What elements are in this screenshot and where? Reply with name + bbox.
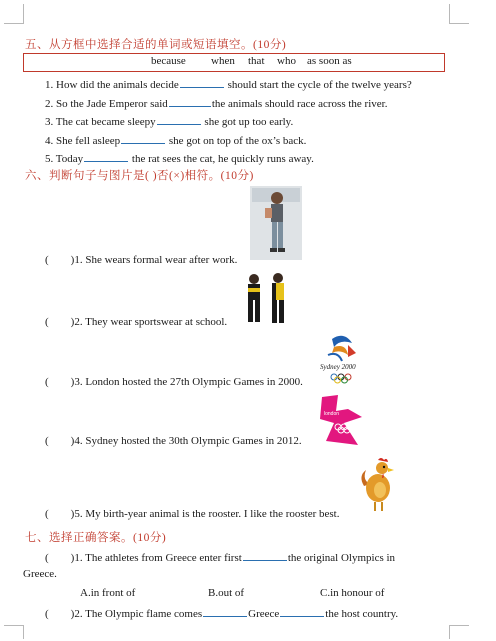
- sydney-2000-logo: [318, 333, 366, 387]
- s5-question-2: 2. So the Jade Emperor said the animals should race across the river.: [45, 95, 387, 111]
- word-bank-word: when: [211, 55, 235, 67]
- answer-blank[interactable]: [169, 95, 211, 107]
- section-6-title: 六、判断句子与图片是( )否(×)相符。(10分): [25, 170, 254, 182]
- corner-mark-bl-h: [4, 625, 24, 626]
- word-bank-word: because: [151, 55, 186, 67]
- answer-blank[interactable]: [203, 605, 247, 617]
- corner-mark-tl-v: [23, 4, 24, 24]
- word-bank-word: as soon as: [307, 55, 352, 67]
- woman-formal-wear-picture: [250, 186, 302, 260]
- corner-mark-bl-v: [23, 625, 24, 639]
- word-bank-word: that: [248, 55, 265, 67]
- s6-item-3: ( )3. London hosted the 27th Olympic Games in 2000.: [45, 376, 303, 388]
- s5-question-3: 3. The cat became sleepy she got up too early.: [45, 113, 293, 129]
- s7-question-1: ( )1. The athletes from Greece enter first the original Olympics in: [45, 549, 395, 565]
- word-bank-word: who: [277, 55, 296, 67]
- sydney-logo-wordmark: Sydney 2000: [320, 363, 356, 371]
- answer-blank[interactable]: [84, 150, 128, 162]
- corner-mark-br-v: [449, 625, 450, 639]
- s5-question-5: 5. Today the rat sees the cat, he quickly runs away.: [45, 150, 314, 166]
- answer-blank[interactable]: [280, 605, 324, 617]
- london-logo-wordmark: london: [324, 411, 340, 417]
- answer-blank[interactable]: [121, 132, 165, 144]
- s5-question-4: 4. She fell asleep she got on top of the ox’s back.: [45, 132, 306, 148]
- answer-blank[interactable]: [243, 549, 287, 561]
- s7-option-c[interactable]: C.in honour of: [320, 587, 385, 599]
- corner-mark-tl-h: [4, 23, 24, 24]
- section-5-title: 五、从方框中选择合适的单词或短语填空。(10分): [25, 39, 287, 51]
- answer-blank[interactable]: [157, 113, 201, 125]
- s7-question-1-continued: Greece.: [23, 568, 57, 580]
- s7-option-a[interactable]: A.in front of: [80, 587, 136, 599]
- s6-item-4: ( )4. Sydney hosted the 30th Olympic Games in 2012.: [45, 435, 302, 447]
- london-2012-logo: [318, 393, 366, 447]
- corner-mark-br-h: [449, 625, 469, 626]
- s5-question-1: 1. How did the animals decide should start the cycle of the twelve years?: [45, 76, 412, 92]
- word-bank-box: [23, 53, 445, 72]
- section-7-title: 七、选择正确答案。(10分): [25, 532, 167, 544]
- sportswear-picture: [240, 271, 294, 327]
- s6-item-5: ( )5. My birth-year animal is the rooster. I like the rooster best.: [45, 508, 340, 520]
- s7-question-2: ( )2. The Olympic flame comes Greece the host country.: [45, 605, 398, 621]
- s6-item-2: ( )2. They wear sportswear at school.: [45, 316, 228, 328]
- s6-item-1: ( )1. She wears formal wear after work.: [45, 254, 238, 266]
- s7-option-b[interactable]: B.out of: [208, 587, 245, 599]
- corner-mark-tr-h: [449, 23, 469, 24]
- corner-mark-tr-v: [449, 4, 450, 24]
- rooster-picture: [356, 456, 396, 516]
- answer-blank[interactable]: [180, 76, 224, 88]
